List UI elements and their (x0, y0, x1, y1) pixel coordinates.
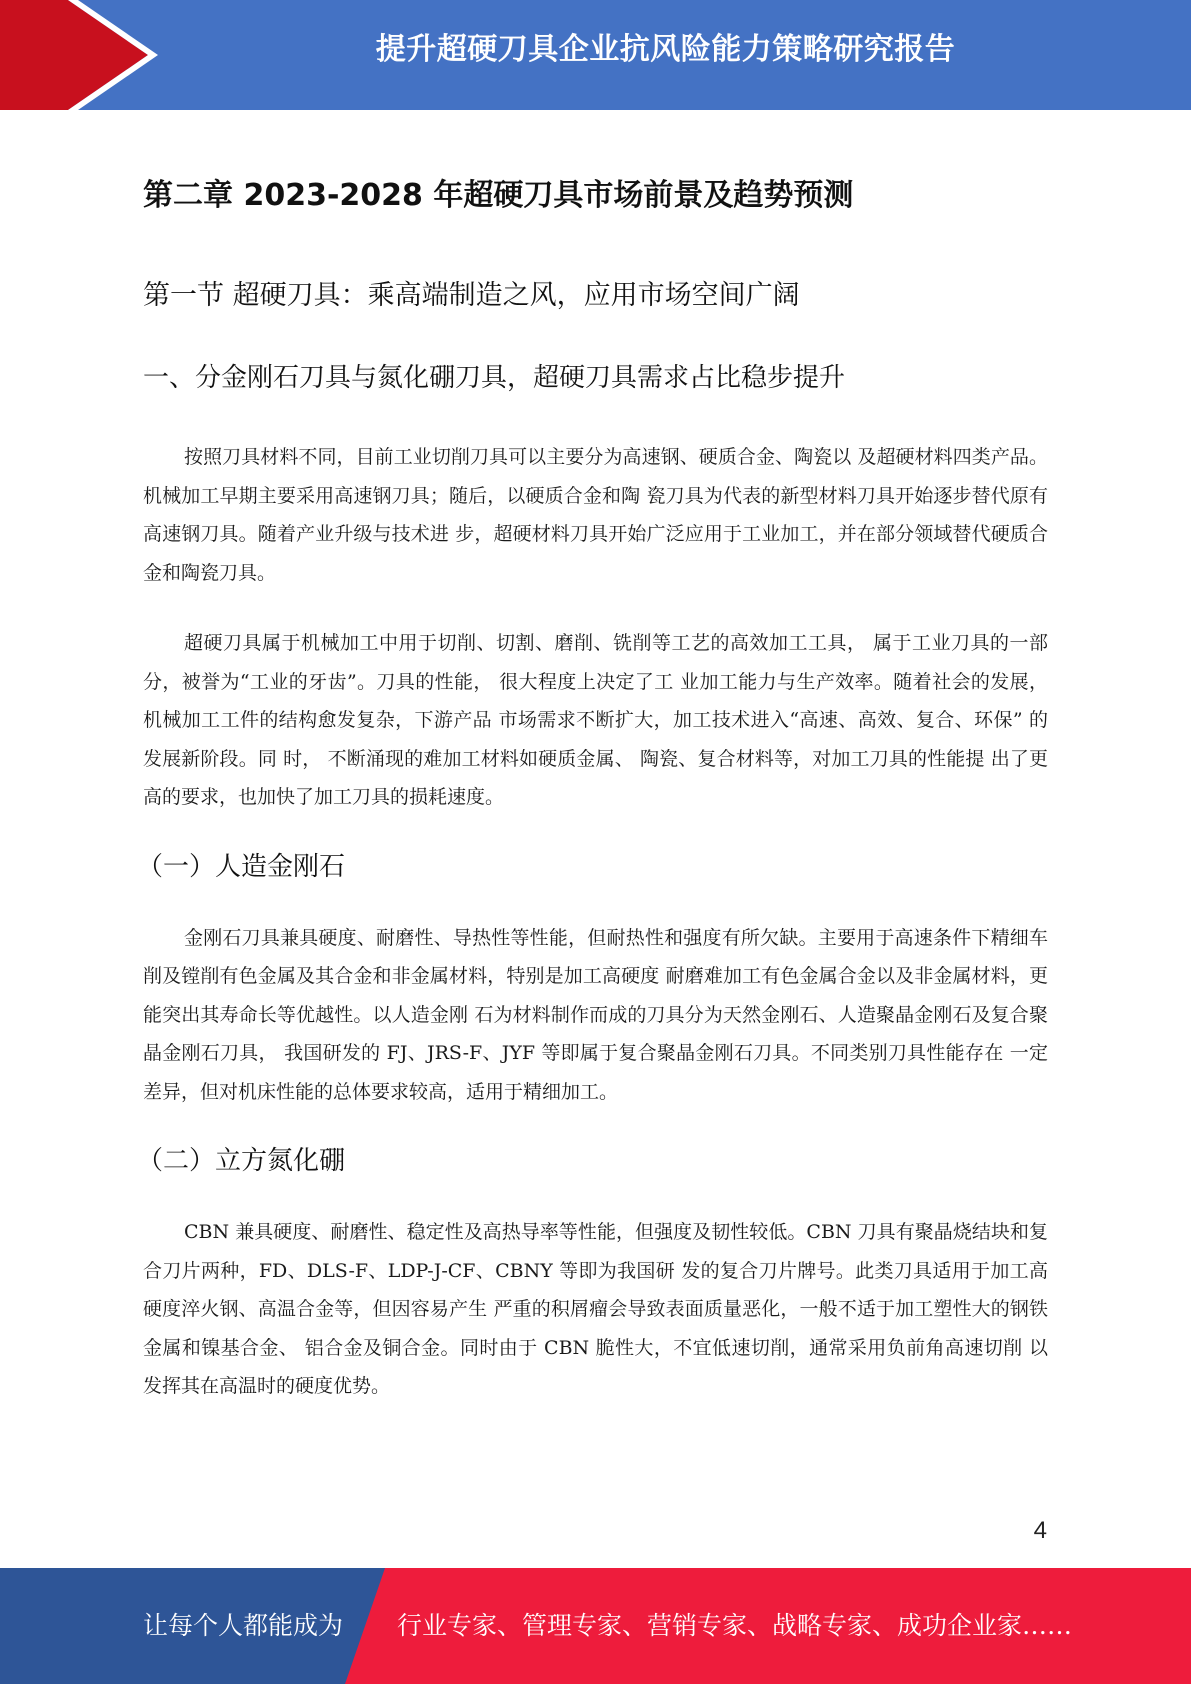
header-band (0, 0, 1191, 110)
report-title: 提升超硬刀具企业抗风险能力策略研究报告 (375, 32, 956, 67)
chapter-title: 第二章 2023-2028 年超硬刀具市场前景及趋势预测 (143, 178, 854, 213)
subsection-title-1: 一、分金刚石刀具与氮化硼刀具，超硬刀具需求占比稳步提升 (143, 363, 846, 393)
paragraph-4: CBN 兼具硬度、耐磨性、稳定性及高热导率等性能，但强度及韧性较低。CBN 刀具有聚晶烧结块和复合刀片两种，FD、DLS-F、LDP-J-CF、CBNY 等即为我国研 发的复合刀片牌号。此类刀具适用于加工高硬度淬火钢、高温合金等，但因容易产生 严重的积屑瘤会导致表面质量恶化，一般不适于加工塑性大的钢铁金属和镍基合金、 铝合金及铜合金。同时由于 CBN 脆性大，不宜低速切削，通常采用负前角高速切削 以发挥其在高温时的硬度优势。 (143, 1221, 1048, 1397)
paragraph-3: 金刚石刀具兼具硬度、耐磨性、导热性等性能，但耐热性和强度有所欠缺。主要用于高速条件下精细车削及镗削有色金属及其合金和非金属材料，特别是加工高硬度 耐磨难加工有色金属合金以及非金属材料，更能突出其寿命长等优越性。以人造金刚 石为材料制作而成的刀具分为天然金刚石、人造聚晶金刚石及复合聚晶金刚石刀具， 我国研发的 FJ、JRS-F、JYF 等即属于复合聚晶金刚石刀具。不同类别刀具性能存在 一定差异，但对机床性能的总体要求较高，适用于精细加工。 (143, 926, 1048, 1103)
paragraph-2: 超硬刀具属于机械加工中用于切削、切割、磨削、铣削等工艺的高效加工工具， 属于工业刀具的一部分，被誉为“工业的牙齿”。刀具的性能， 很大程度上决定了工 业加工能力与生产效率。随着社会的发展，机械加工工件的结构愈发复杂，下游产品 市场需求不断扩大，加工技术进入“高速、高效、复合、环保” 的发展新阶段。同 时， 不断涌现的难加工材料如硬质金属、 陶瓷、复合材料等，对加工刀具的性能提 出了更高的要求，也加快了加工刀具的损耗速度。 (143, 632, 1048, 808)
footer-slogan-left: 让每个人都能成为 (143, 1611, 344, 1640)
subsection-title-2: （一）人造金刚石 (137, 851, 346, 882)
header-arrow-icon (0, 0, 160, 110)
footer-slogan-right: 行业专家、管理专家、营销专家、战略专家、成功企业家…… (397, 1611, 1073, 1640)
paragraph-1: 按照刀具材料不同，目前工业切削刀具可以主要分为高速钢、硬质合金、陶瓷以 及超硬材料四类产品。 机械加工早期主要采用高速钢刀具；随后，以硬质合金和陶 瓷刀具为代表的新型材料刀具开始逐步替代原有高速钢刀具。随着产业升级与技术进 步，超硬材料刀具开始广泛应用于工业加工，并在部分领域替代硬质合金和陶瓷刀具。 (143, 446, 1048, 584)
subsection-title-3: （二）立方氮化硼 (137, 1146, 346, 1176)
page-content (137, 150, 1048, 1406)
section-title: 第一节 超硬刀具：乘高端制造之风，应用市场空间广阔 (143, 280, 800, 311)
footer-band (0, 1568, 1191, 1684)
page-number: 4 (1033, 1517, 1047, 1544)
